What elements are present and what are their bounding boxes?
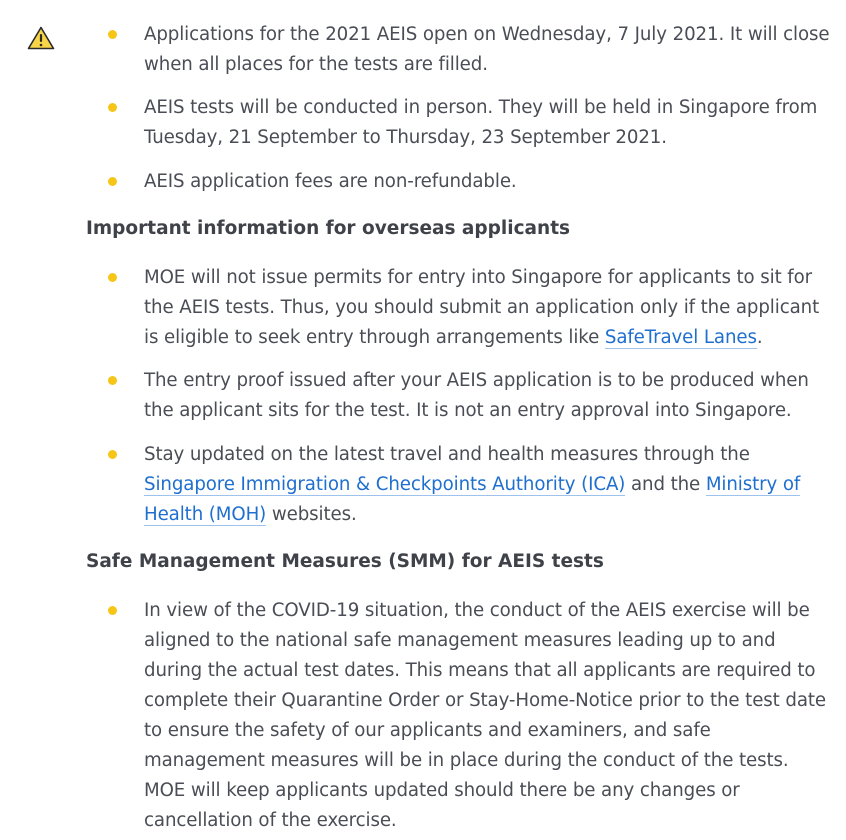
- item-text: Stay updated on the latest travel and health measures through the: [144, 444, 750, 465]
- section-heading-smm: Safe Management Measures (SMM) for AEIS tests: [86, 551, 604, 572]
- list-item-text: [144, 440, 830, 530]
- bullet-icon: [108, 273, 117, 282]
- item-text-mid: and the: [625, 474, 706, 495]
- list-item-text: Applications for the 2021 AEIS open on Wednesday, 7 July 2021. It will close when all places for the tests are filled.: [144, 24, 830, 75]
- bullet-icon: [108, 450, 117, 459]
- list-item-text: AEIS tests will be conducted in person. They will be held in Singapore from Tuesday, 21 September to Thursday, 23 September 2021.: [144, 97, 818, 148]
- bullet-icon: [108, 177, 117, 186]
- list-item-text: [144, 263, 830, 353]
- bullet-icon: [108, 606, 117, 615]
- list-item-text: In view of the COVID-19 situation, the conduct of the AEIS exercise will be aligned to the national safe management measures leading up to and during the actual test dates. This means that all applicants are required to complete their Quarantine Order or Stay-Home-Notice prior to the test date to ensure the safety of our applicants and examiners, and safe management measures will be in place during the conduct of the tests. MOE will keep applicants updated should there be any changes or cancellation of the exercise.: [144, 600, 827, 831]
- item-text-end: .: [756, 327, 763, 348]
- bullet-icon: [108, 103, 117, 112]
- ica-link[interactable]: Singapore Immigration & Checkpoints Authority (ICA): [144, 474, 626, 495]
- list-item-text: AEIS application fees are non-refundable.: [144, 171, 517, 192]
- item-text-end: websites.: [266, 504, 357, 525]
- bullet-icon: [108, 376, 117, 385]
- safetravel-lanes-link[interactable]: SafeTravel Lanes: [604, 327, 757, 348]
- item-text: MOE will not issue permits for entry into Singapore for applicants to sit for the AEIS tests. Thus, you should submit an application only if the applicant is eligible to seek entry through arrangements like: [144, 267, 820, 348]
- warning-triangle-icon: [27, 26, 55, 50]
- list-item-text: The entry proof issued after your AEIS application is to be produced when the applicant sits for the test. It is not an entry approval into Singapore.: [144, 370, 809, 421]
- moh-link[interactable]: Ministry of Health (MOH): [144, 474, 801, 525]
- section-heading-overseas: Important information for overseas applicants: [86, 218, 571, 239]
- bullet-icon: [108, 30, 117, 39]
